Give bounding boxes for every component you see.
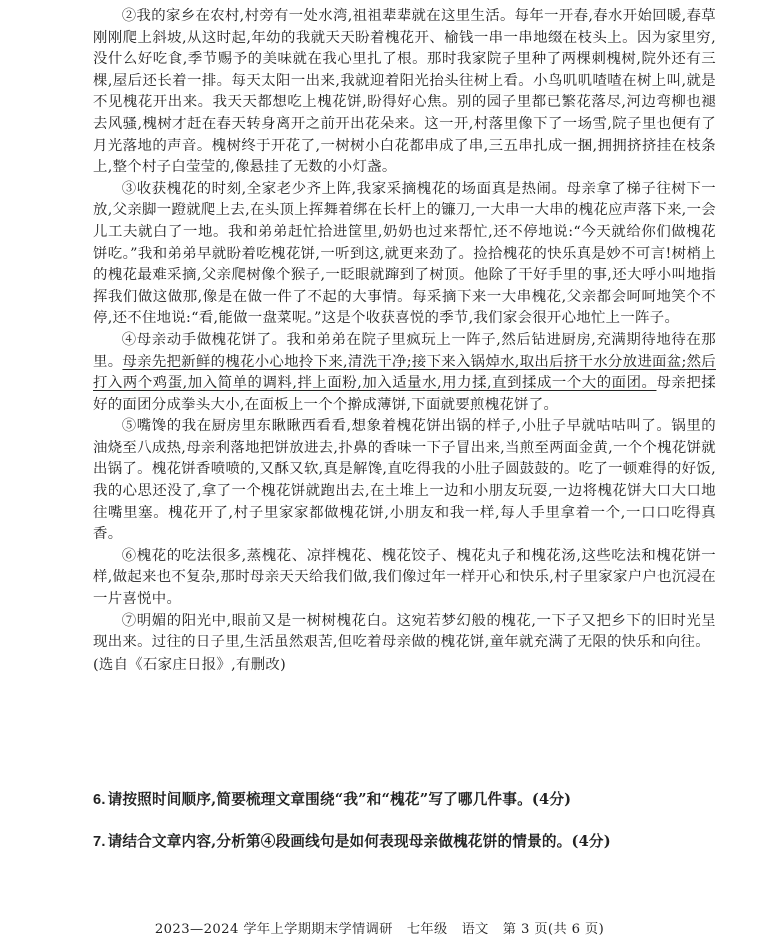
footer-page-number: 第 3 页(共 6 页) — [502, 922, 605, 937]
paragraph-6: ⑥槐花的吃法很多,蒸槐花、凉拌槐花、槐花饺子、槐花丸子和槐花汤,这些吃法和槐花饼一样,做起来也不复杂,那时母亲天天给我们做,我们像过年一样开心和快乐,村子里家家户户也沉浸在一片喜悦中。 — [93, 547, 716, 608]
question-6-number: 6. — [93, 792, 106, 808]
paragraph-3: ③收获槐花的时刻,全家老少齐上阵,我家采摘槐花的场面真是热闹。母亲拿了梯子往树下一放,父亲脚一蹬就爬上去,在头顶上挥舞着绑在长杆上的镰刀,一大串一大串的槐花应声落下来,一会儿工夫就白了一地。我和弟弟赶忙拾进筐里,奶奶也过来帮忙,还不停地说:“今天就给你们做槐花饼吃。”我和弟弟早就盼着吃槐花饼,一听到这,就更来劲了。捡拾槐花的快乐真是妙不可言!树梢上的槐花最难采摘,父亲爬树像个猴子,一眨眼就蹿到了树顶。他除了干好手里的事,还大呼小叫地指挥我们做这做那,像是在做一件了不起的大事情。每采摘下来一大串槐花,父亲都会呵呵地笑个不停,还不住地说:“看,能做一盘菜呢。”这是个收获喜悦的季节,我们家会很开心地忙上一阵子。 — [93, 180, 716, 327]
paragraph-5: ⑤嘴馋的我在厨房里东瞅瞅西看看,想象着槐花饼出锅的样子,小肚子早就咕咕叫了。锅里的油烧至八成热,母亲利落地把饼放进去,扑鼻的香味一下子冒出来,当煎至两面金黄,一个个槐花饼就出锅了。槐花饼香喷喷的,又酥又软,真是解馋,直吃得我的小肚子圆鼓鼓的。吃了一顿难得的好饭,我的心思还没了,拿了一个槐花饼就跑出去,在土堆上一边和小朋友玩耍,一边将槐花饼大口大口地往嘴里塞。槐花开了,村子里家家都做槐花饼,小朋友和我一样,每人手里拿着一个,一口口吃得真香。 — [93, 418, 716, 543]
question-7 — [93, 832, 716, 852]
source-citation: (选自《石家庄日报》,有删改) — [93, 656, 286, 673]
footer-grade: 七年级 — [406, 922, 448, 937]
question-6-text: 请按照时间顺序,简要梳理文章围绕“我”和“槐花”写了哪几件事。(4分) — [107, 791, 572, 808]
footer-subject: 语文 — [461, 922, 489, 937]
paragraph-4-intro: ④母亲动手做槐花饼了。我和弟弟在院子里疯玩上一阵子,然后钻进厨房,充满期待地待在那里。 — [93, 331, 716, 370]
question-7-number: 7. — [93, 834, 106, 850]
paragraph-2: ②我的家乡在农村,村旁有一处水湾,祖祖辈辈就在这里生活。每年一开春,春水开始回暖,春草刚刚爬上斜坡,从这时起,年幼的我就天天盼着槐花开、榆钱一串一串地缀在枝头上。因为家里穷,没什么好吃食,季节赐予的美味就在我心里扎了根。那时我家院子里种了两棵刺槐树,院外还有三棵,屋后还长着一排。每天太阳一出来,我就迎着阳光抬头往树上看。小鸟叽叽喳喳在树上叫,就是不见槐花开出来。我天天都想吃上槐花饼,盼得好心焦。别的园子里都已繁花落尽,河边弯柳也褪去风骚,槐树才赶在春天转身离开之前开出花朵来。这一开,村落里像下了一场雪,院子里也便有了月光落地的声音。槐树终于开花了,一树树小白花都串成了串,三五串扎成一捆,拥拥挤挤挂在枝条上,整个村子白莹莹的,像悬挂了无数的小灯盏。 — [93, 8, 716, 176]
question-7-text: 请结合文章内容,分析第④段画线句是如何表现母亲做槐花饼的情景的。(4分) — [107, 833, 611, 850]
paragraph-4 — [93, 330, 716, 416]
page-footer — [0, 918, 759, 937]
footer-term: 2023—2024 学年上学期期末学情调研 — [154, 922, 393, 937]
paragraph-4-ending: 母亲把揉好的面团分成拳头大小,在面板上一个个擀成薄饼,下面就要煎槐花饼了。 — [93, 375, 716, 413]
reading-passage — [93, 6, 716, 676]
paragraph-7: ⑦明媚的阳光中,眼前又是一树树槐花白。这宛若梦幻般的槐花,一下子又把乡下的旧时光呈现出来。过往的日子里,生活虽然艰苦,但吃着母亲做的槐花饼,童年就充满了无限的快乐和向往。 — [93, 612, 716, 651]
underlined-sentence: 母亲先把新鲜的槐花小心地拎下来,清洗干净;接下来入锅焯水,取出后挤干水分放进面盆;然后打入两个鸡蛋,加入简单的调料,拌上面粉,加入适量水,用力揉,直到揉成一个大的面团。 — [93, 353, 717, 392]
question-6 — [93, 790, 716, 810]
